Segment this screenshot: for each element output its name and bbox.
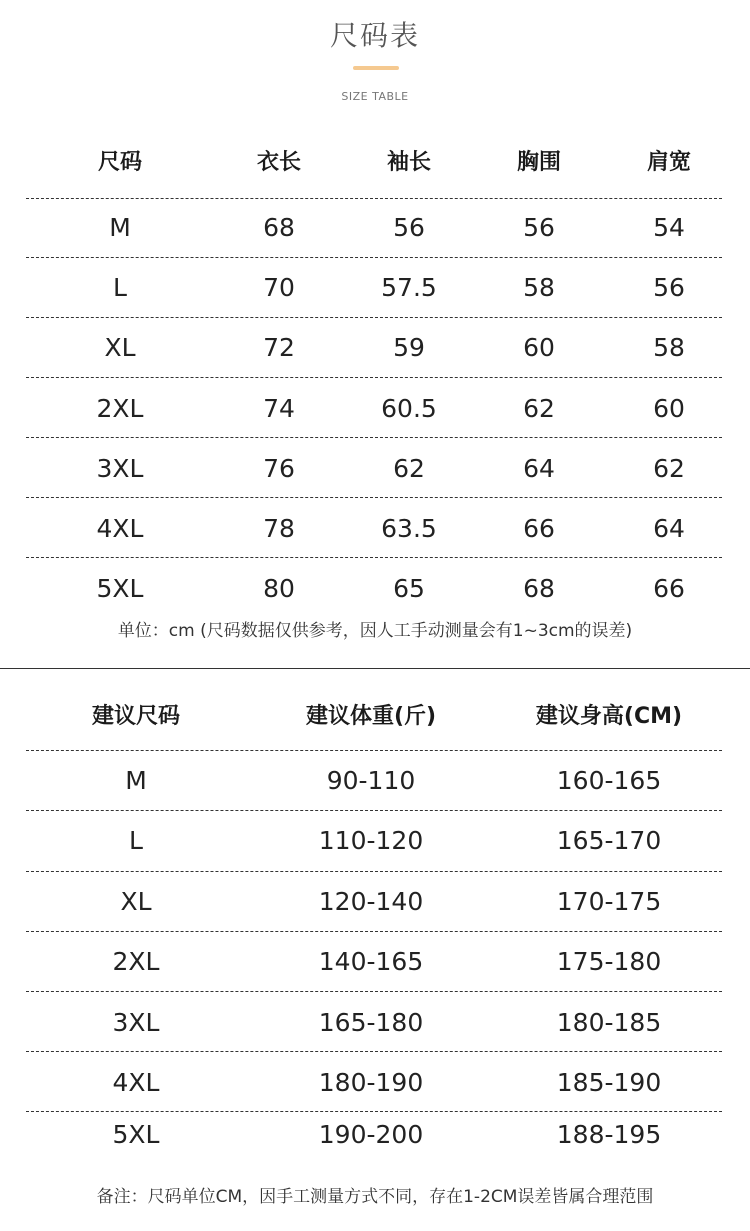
cell-length: 68 <box>263 212 295 242</box>
header-recommended-size: 建议尺码 <box>91 703 180 729</box>
cell-chest: 66 <box>523 513 555 543</box>
table-row <box>26 508 722 548</box>
cell-height: 185-190 <box>556 1067 662 1097</box>
cell-shoulder: 56 <box>653 272 685 302</box>
table-row <box>26 448 722 488</box>
cell-size: XL <box>104 332 136 362</box>
row-divider <box>26 931 722 932</box>
cell-length: 76 <box>263 453 295 483</box>
table-row <box>26 267 722 307</box>
row-divider <box>26 991 722 992</box>
cell-height: 180-185 <box>556 1007 662 1037</box>
cell-sleeve: 59 <box>393 332 425 362</box>
cell-size: 2XL <box>96 393 144 423</box>
table-row <box>26 327 722 367</box>
table-row <box>26 568 722 608</box>
table-row <box>26 760 722 800</box>
cell-shoulder: 54 <box>653 212 685 242</box>
row-divider <box>26 317 722 318</box>
cell-sleeve: 62 <box>393 453 425 483</box>
row-divider <box>26 377 722 378</box>
cell-length: 70 <box>263 272 295 302</box>
table-row <box>26 1062 722 1102</box>
row-divider <box>26 257 722 258</box>
header-length: 衣长 <box>256 149 301 175</box>
cell-weight: 120-140 <box>318 886 424 916</box>
cell-height: 165-170 <box>556 825 662 855</box>
cell-shoulder: 58 <box>653 332 685 362</box>
cell-weight: 90-110 <box>326 765 416 795</box>
header-recommended-weight: 建议体重(斤) <box>305 703 437 729</box>
row-divider <box>26 1051 722 1052</box>
cell-size: 2XL <box>112 946 160 976</box>
header-recommended-height: 建议身高(CM) <box>535 703 683 729</box>
cell-weight: 180-190 <box>318 1067 424 1097</box>
cell-chest: 60 <box>523 332 555 362</box>
table-row <box>26 1114 722 1154</box>
table-row <box>26 820 722 860</box>
cell-shoulder: 60 <box>653 393 685 423</box>
cell-size: L <box>129 825 143 855</box>
cell-sleeve: 56 <box>393 212 425 242</box>
cell-chest: 58 <box>523 272 555 302</box>
cell-chest: 56 <box>523 212 555 242</box>
cell-size: M <box>109 212 131 242</box>
cell-length: 74 <box>263 393 295 423</box>
cell-length: 72 <box>263 332 295 362</box>
cell-shoulder: 62 <box>653 453 685 483</box>
cell-sleeve: 65 <box>393 573 425 603</box>
size-table-note: 单位：cm (尺码数据仅供参考，因人工手动测量会有1~3cm的误差) <box>117 621 633 641</box>
page-subtitle: SIZE TABLE <box>341 90 409 103</box>
cell-height: 160-165 <box>556 765 662 795</box>
cell-size: 5XL <box>96 573 144 603</box>
header-sleeve: 袖长 <box>386 149 431 175</box>
cell-height: 175-180 <box>556 946 662 976</box>
cell-chest: 62 <box>523 393 555 423</box>
cell-size: 3XL <box>112 1007 160 1037</box>
cell-chest: 64 <box>523 453 555 483</box>
cell-height: 170-175 <box>556 886 662 916</box>
page-title: 尺码表 <box>329 19 420 52</box>
table-row <box>26 388 722 428</box>
cell-size: XL <box>120 886 152 916</box>
cell-size: 4XL <box>112 1067 160 1097</box>
table-row <box>26 207 722 247</box>
cell-shoulder: 64 <box>653 513 685 543</box>
table-row <box>26 941 722 981</box>
cell-weight: 110-120 <box>318 825 424 855</box>
cell-chest: 68 <box>523 573 555 603</box>
row-divider <box>26 557 722 558</box>
cell-size: 3XL <box>96 453 144 483</box>
cell-weight: 140-165 <box>318 946 424 976</box>
size-table-header <box>26 140 722 180</box>
recommend-table-note: 备注：尺码单位CM，因手工测量方式不同，存在1-2CM误差皆属合理范围 <box>96 1187 654 1207</box>
row-divider <box>26 198 722 199</box>
cell-sleeve: 57.5 <box>381 272 437 302</box>
section-divider <box>0 668 750 669</box>
row-divider <box>26 1111 722 1112</box>
row-divider <box>26 497 722 498</box>
recommend-table-header <box>26 694 722 734</box>
cell-length: 78 <box>263 513 295 543</box>
cell-size: L <box>113 272 127 302</box>
header-shoulder: 肩宽 <box>646 149 691 175</box>
row-divider <box>26 810 722 811</box>
header-chest: 胸围 <box>516 149 561 175</box>
cell-height: 188-195 <box>556 1119 662 1149</box>
cell-weight: 190-200 <box>318 1119 424 1149</box>
table-row <box>26 881 722 921</box>
cell-length: 80 <box>263 573 295 603</box>
cell-sleeve: 60.5 <box>381 393 437 423</box>
cell-size: M <box>125 765 147 795</box>
cell-weight: 165-180 <box>318 1007 424 1037</box>
header-size: 尺码 <box>97 149 142 175</box>
table-row <box>26 1002 722 1042</box>
row-divider <box>26 437 722 438</box>
cell-shoulder: 66 <box>653 573 685 603</box>
row-divider <box>26 871 722 872</box>
title-accent-bar <box>353 66 399 70</box>
row-divider <box>26 750 722 751</box>
cell-sleeve: 63.5 <box>381 513 437 543</box>
cell-size: 4XL <box>96 513 144 543</box>
cell-size: 5XL <box>112 1119 160 1149</box>
